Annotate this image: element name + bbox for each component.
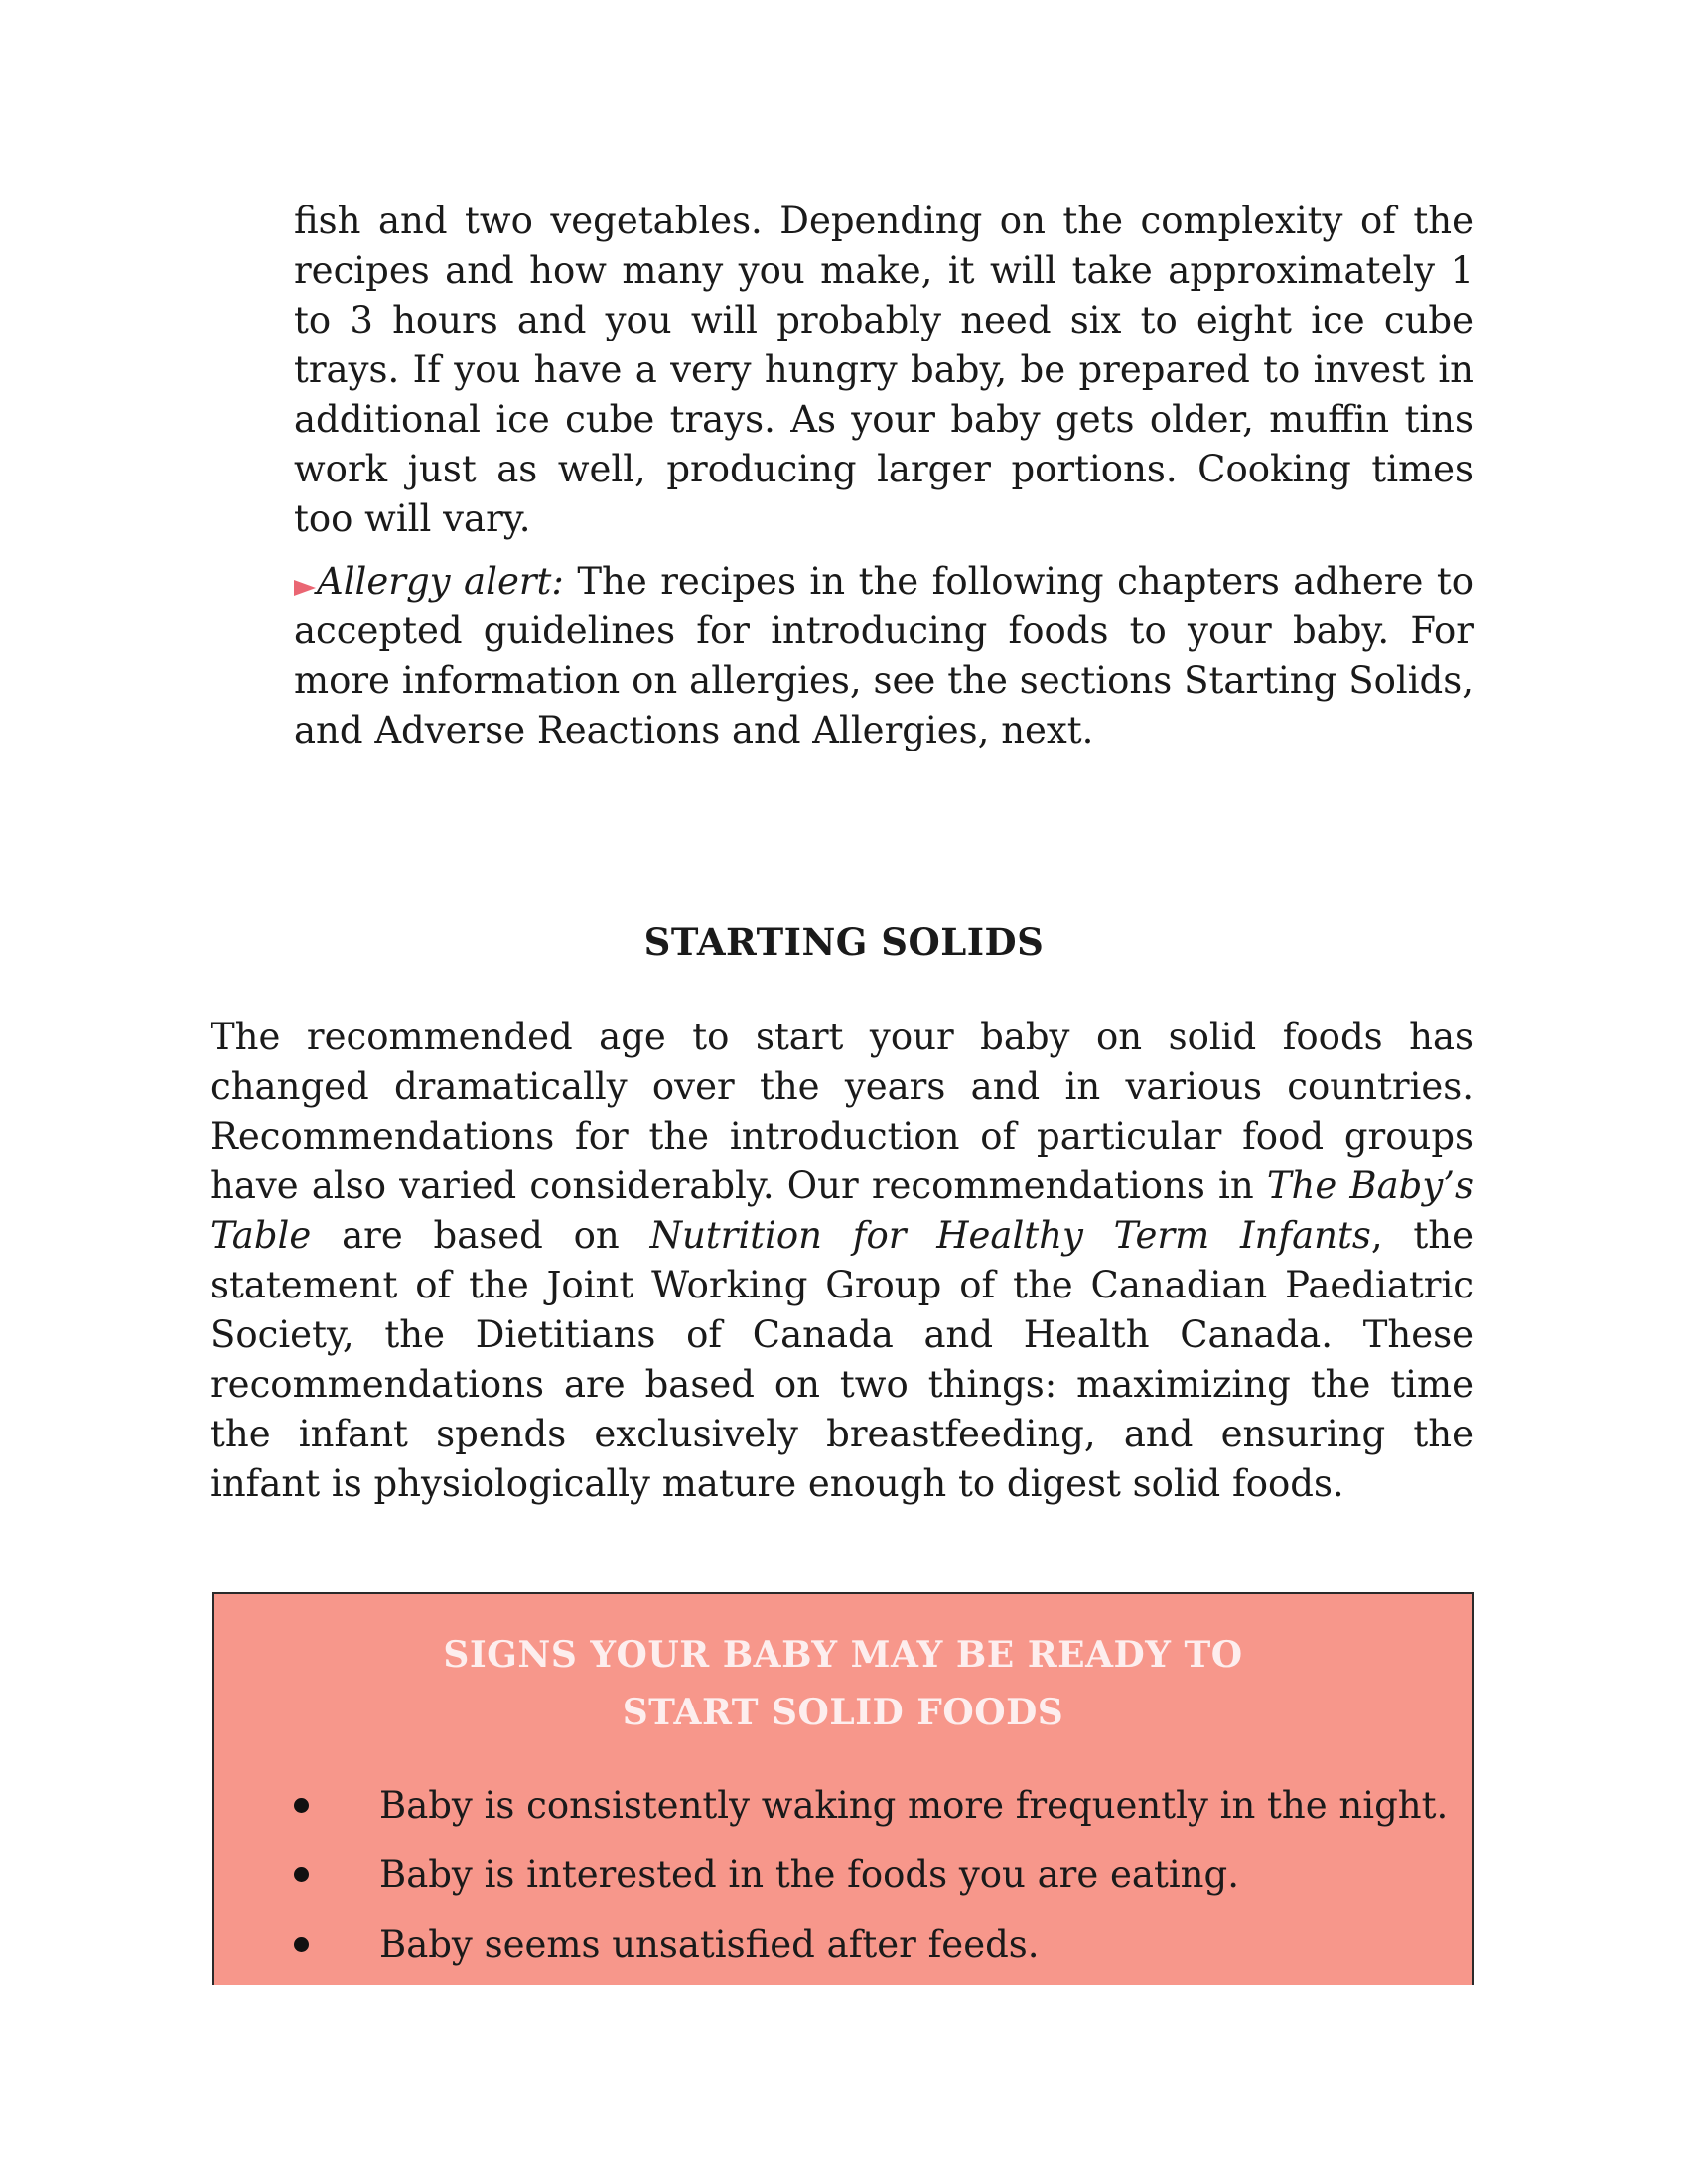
section-heading: STARTING SOLIDS [643, 920, 1045, 964]
list-item-text: Baby seems unsatisfied after feeds. [379, 1923, 1040, 1966]
body-text-part-1: The recommended age to start your baby on solid foods has changed dramatically over the years and in various countries. Recommendations for the introduction of particular food groups have also varied considerably. Our recommendations in [211, 1016, 1474, 1207]
bullet-icon [294, 1867, 309, 1882]
readiness-signs-callout [212, 1592, 1474, 1985]
body-text-part-3: , the statement of the Joint Working Group of the Canadian Paediatric Society, the Dietitians of Canada and Health Canada. These recommendations are based on two things: maximizing the time the infant spends exclusively breastfeeding, and ensuring the infant is physiologically mature enough to digest solid foods. [211, 1214, 1475, 1505]
readiness-signs-list [214, 1781, 1472, 1989]
allergy-alert-paragraph [294, 557, 1474, 755]
statement-title: Nutrition for Healthy Term Infants [649, 1214, 1371, 1257]
body-text-part-2: are based on [311, 1214, 650, 1257]
callout-title [214, 1626, 1472, 1741]
list-item-text: Baby is interested in the foods you are eating. [379, 1853, 1239, 1896]
bullet-icon [294, 1798, 309, 1813]
allergy-alert-text: The recipes in the following chapters adhere to accepted guidelines for introducing foods to your baby. For more information on allergies, see the sections Starting Solids, and Adverse Reactions and Allergies, next. [294, 560, 1474, 751]
list-item [214, 1920, 1472, 1989]
callout-title-line-2: START SOLID FOODS [622, 1692, 1064, 1733]
list-item [214, 1850, 1472, 1920]
bullet-icon [294, 1937, 309, 1952]
intro-paragraph: fish and two vegetables. Depending on the complexity of the recipes and how many you make, it will take approximately 1 to 3 hours and you will probably need six to eight ice cube trays. If you have a very hungry baby, be prepared to invest in additional ice cube trays. As your baby gets older, muffin tins work just as well, producing larger portions. Cooking times too will vary. [294, 200, 1474, 540]
list-item [214, 1781, 1472, 1850]
callout-title-line-1: SIGNS YOUR BABY MAY BE READY TO [443, 1634, 1243, 1676]
allergy-alert-label: Allergy alert: [317, 560, 564, 603]
list-item-text: Baby is consistently waking more frequently in the night. [379, 1784, 1449, 1827]
book-title: The Baby’s Table [211, 1164, 1474, 1257]
body-paragraph [211, 1013, 1474, 1509]
arrow-right-icon [294, 580, 316, 596]
